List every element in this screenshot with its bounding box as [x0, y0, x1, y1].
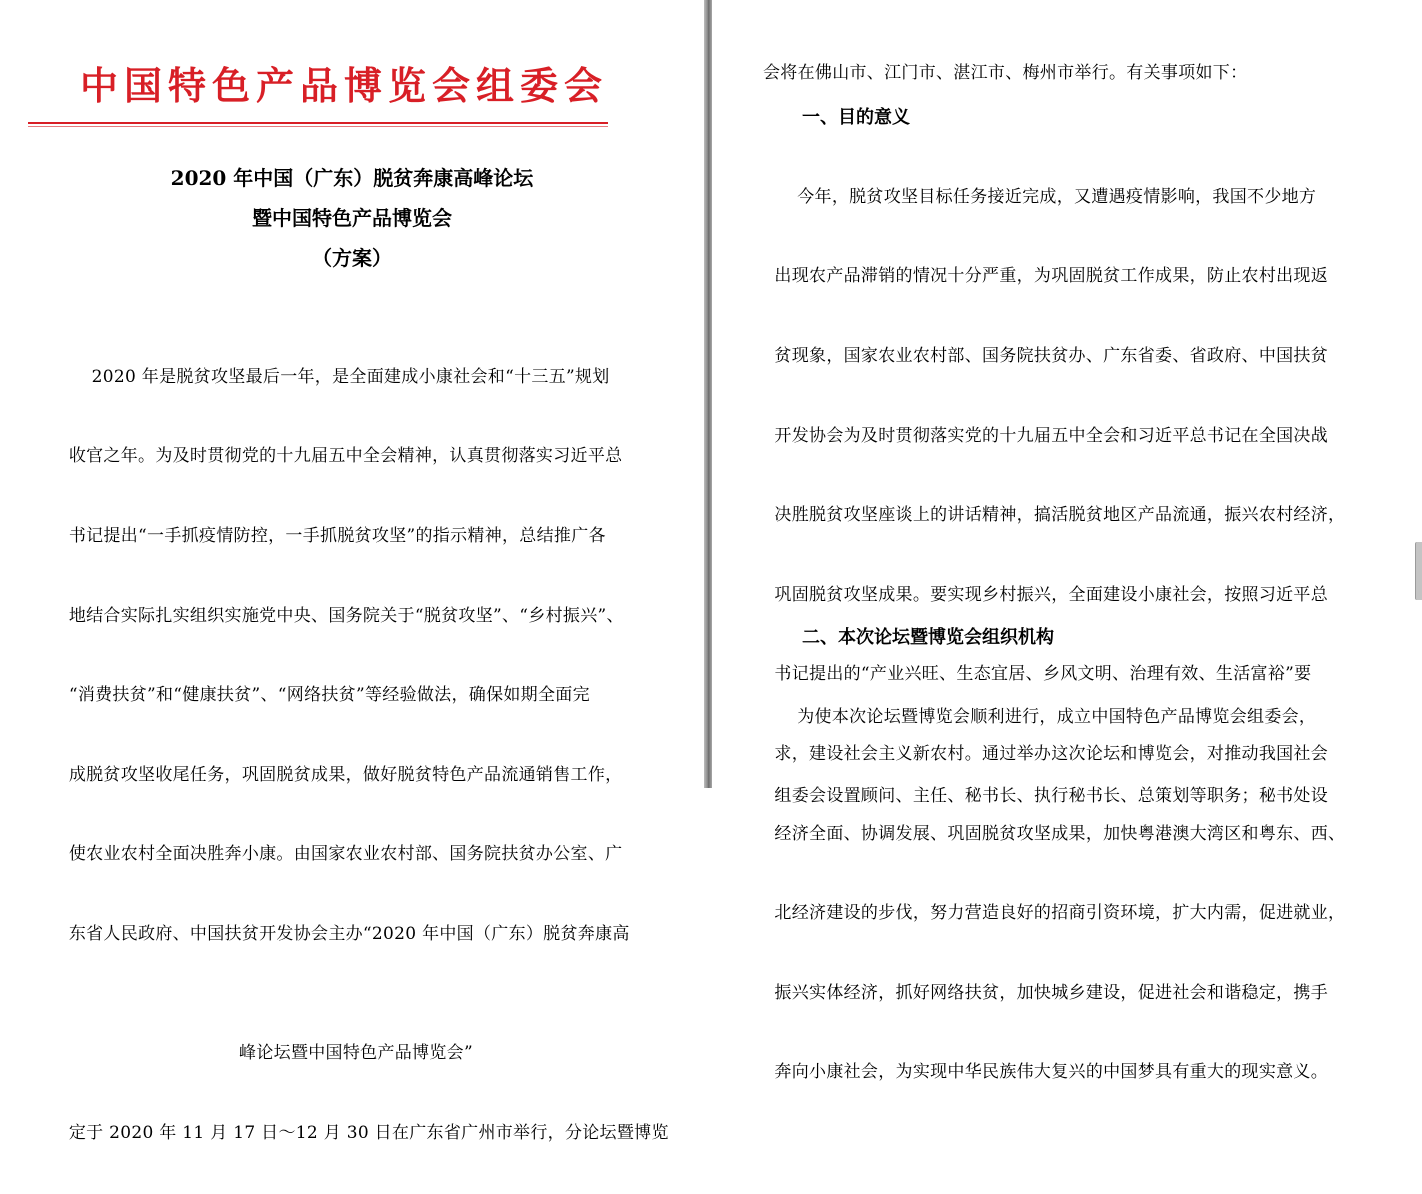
section-1-line: 决胜脱贫攻坚座谈上的讲话精神，搞活脱贫地区产品流通，振兴农村经济，: [774, 505, 1346, 526]
intro-line: 地结合实际扎实组织实施党中央、国务院关于“脱贫攻坚”、“乡村振兴”、: [68, 605, 624, 626]
section-1-line: 出现农产品滞销的情况十分严重，为巩固脱贫工作成果，防止农村出现返: [774, 266, 1329, 287]
section-1-line: 书记提出的“产业兴旺、生态宜居、乡风文明、治理有效、生活富裕”要: [774, 664, 1312, 685]
section-1-line: 经济全面、协调发展、巩固脱贫攻坚成果，加快粤港澳大湾区和粤东、西、: [774, 823, 1346, 844]
intro-line: 书记提出“一手抓疫情防控，一手抓脱贫攻坚”的指示精神，总结推广各: [68, 525, 606, 546]
section-1-line: 贫现象，国家农业农村部、国务院扶贫办、广东省委、省政府、中国扶贫: [774, 345, 1329, 366]
section-1-heading: 一、目的意义: [802, 107, 910, 128]
section-2-paragraph: [763, 658, 1383, 817]
section-2-line: 为使本次论坛暨博览会顺利进行，成立中国特色产品博览会组委会，: [774, 706, 1317, 727]
letterhead-red-rule: [28, 122, 608, 124]
intro-line: 2020 年是脱贫攻坚最后一年，是全面建成小康社会和“十三五”规划: [68, 366, 610, 387]
intro-line: 成脱贫攻坚收尾任务，巩固脱贫成果，做好脱贫特色产品流通销售工作，: [68, 764, 623, 785]
section-1-paragraph: [763, 138, 1383, 1093]
section-1-line: 求，建设社会主义新农村。通过举办这次论坛和博览会，对推动我国社会: [774, 743, 1329, 764]
page-gutter-divider: [704, 0, 712, 788]
section-2-heading: 二、本次论坛暨博览会组织机构: [802, 627, 1054, 648]
letterhead-red-rule-thin: [28, 126, 608, 127]
section-2-line: 组委会设置顾问、主任、秘书长、执行秘书长、总策划等职务；秘书处设: [774, 786, 1329, 807]
continuation-line: 会将在佛山市、江门市、湛江市、梅州市举行。有关事项如下：: [763, 63, 1248, 83]
intro-line: 收官之年。为及时贯彻党的十九届五中全会精神，认真贯彻落实习近平总: [68, 446, 623, 467]
section-1-line: 今年，脱贫攻坚目标任务接近完成，又遭遇疫情影响，我国不少地方: [774, 186, 1317, 207]
section-1-line: 振兴实体经济，抓好网络扶贫，加快城乡建设，促进社会和谐稳定，携手: [774, 982, 1329, 1003]
intro-line: 使农业农村全面决胜奔小康。由国家农业农村部、国务院扶贫办公室、广: [68, 844, 623, 865]
section-1-line: 北经济建设的步伐，努力营造良好的招商引资环境，扩大内需，促进就业，: [774, 903, 1346, 924]
intro-paragraph: [46, 318, 669, 1194]
intro-line: 定于 2020 年 11 月 17 日～12 月 30 日在广东省广州市举行，分论坛暨博览: [68, 1122, 669, 1143]
section-1-line: 巩固脱贫攻坚成果。要实现乡村振兴，全面建设小康社会，按照习近平总: [774, 584, 1329, 605]
section-1-line: 奔向小康社会，为实现中华民族伟大复兴的中国梦具有重大的现实意义。: [774, 1062, 1329, 1083]
letterhead-title: 中国特色产品博览会组委会: [79, 64, 608, 108]
intro-line: 东省人民政府、中国扶贫开发协会主办“2020 年中国（广东）脱贫奔康高: [68, 923, 630, 944]
document-title-line-2: 暨中国特色产品博览会: [252, 206, 452, 230]
scrollbar-handle[interactable]: [1415, 542, 1422, 600]
document-page-left: [0, 0, 704, 1143]
document-subtitle: （方案）: [312, 246, 392, 270]
intro-line-centered: 峰论坛暨中国特色产品博览会”: [239, 1043, 473, 1064]
document-title-line-1: 2020 年中国（广东）脱贫奔康高峰论坛: [170, 166, 534, 190]
section-1-line: 开发协会为及时贯彻落实党的十九届五中全会和习近平总书记在全国决战: [774, 425, 1329, 446]
intro-line: “消费扶贫”和“健康扶贫”、“网络扶贫”等经验做法，确保如期全面完: [68, 685, 590, 706]
